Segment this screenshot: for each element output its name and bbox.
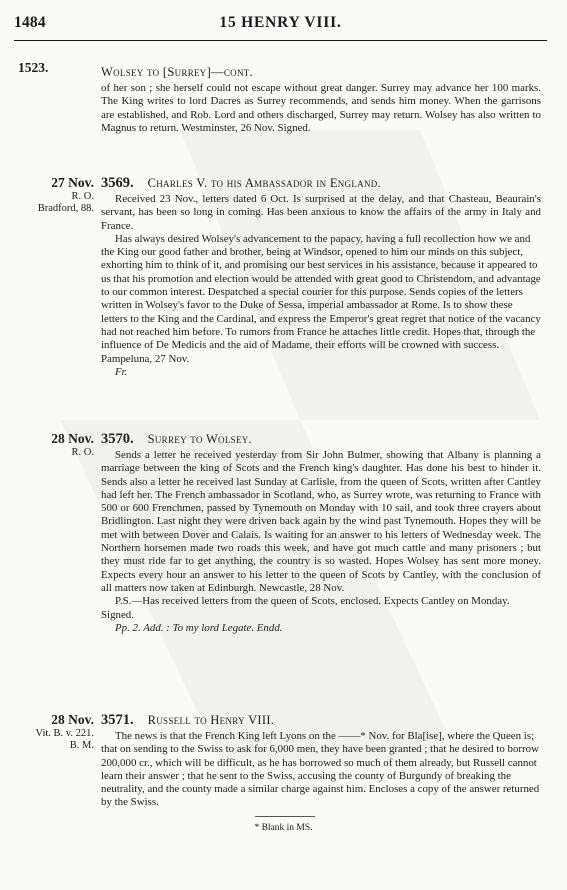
- margin-note-3569: 27 Nov. R. O. Bradford, 88.: [37, 175, 94, 214]
- entry-number: 3571.: [101, 712, 134, 728]
- margin-note-3570: 28 Nov. R. O.: [51, 431, 94, 458]
- entry-paragraph: P.S.—Has received letters from the queen of Scots, enclosed. Expects Cantley on Monday. Signed.: [101, 595, 510, 621]
- entry-heading: Wolsey to [Surrey]—cont.: [101, 65, 253, 79]
- entry-heading: [101, 431, 541, 447]
- entry-number: 3569.: [101, 175, 134, 191]
- header-rule: [14, 40, 547, 41]
- running-head: 15 HENRY VIII.: [219, 14, 342, 31]
- entry-3570: [101, 431, 541, 635]
- entry-paragraph: Sends a letter he received yesterday from Sir John Bulmer, showing that Albany is planning a marriage between the king of Scots and the French king's daughter. Has done his best to hinder it. Sends also a letter he received last Sunday at Carlisle, from the queen of Scots, written after Cantley had left her. The French ambassador in Scotland, who, as Surrey wrote, was returning to France with 500 or 600 Frenchmen, passed by Tynemouth on Monday with 10 sail, and took three crayers about Bridlington. Last night they were driven back again by the wind past Tynemouth. Hopes they will be met with between Dover and Calais. Is waiting for an answer to his letters of Wednesday week. The Northern horsemen made two roads this week, and have got much cattle and many prisoners ; but they must ride far to get anything, the country is so wasted. Hopes Wolsey has sent more money. Expects every hour an answer to his letter to the queen of Scots by Cantley, with the conclusion of all matters now taken at Edinburgh. Newcastle, 28 Nov.: [101, 449, 541, 594]
- entry-title: Russell to Henry VIII.: [147, 713, 275, 727]
- margin-note-3571: 28 Nov. Vit. B. v. 221. B. M.: [35, 712, 94, 751]
- page-number: 1484: [14, 14, 46, 31]
- entry-continuation: [101, 64, 541, 135]
- entry-paragraph: Has always desired Wolsey's advancement to the papacy, having a full recollection how we and the King our good father and brother, being at Windsor, opened to him our minds on this subject, exhorting him to think of it, and promising our best services in his assistance, because it appeared to us that his promotion and election would be attended with great good to Christendom, and advantage to our common interest. Despatched a special courier for this purpose. Sends copies of the letters written in Wolsey's favor to the Duke of Sessa, imperial ambassador at Rome. Is to show these letters to the King and the Cardinal, and express the Emperor's great regret that notice of the vacancy had not reached him before. To rumors from France he attaches little credit. Hopes that, through the influence of De Medicis and the aid of Madame, their efforts will be crowned with success. Pampeluna, 27 Nov.: [101, 232, 541, 365]
- year-label: 1523.: [18, 60, 49, 75]
- entry-title: Surrey to Wolsey.: [147, 432, 252, 446]
- footnote-rule: [255, 816, 315, 817]
- entry-heading: [101, 175, 541, 191]
- entry-paragraph: Received 23 Nov., letters dated 6 Oct. Is surprised at the delay, and that Chasteau, Beaurain's servant, has been so long in coming. Has been anxious to know the affairs of the army in Italy and France.: [101, 193, 541, 232]
- entry-note: Fr.: [115, 365, 128, 378]
- entry-heading: [101, 712, 541, 728]
- entry-paragraph: of her son ; she herself could not escape without great danger. Surrey may advance her 100 marks. The King writes to lord Dacres as Surrey recommends, and sends him money. When the garrisons are established, and Rob. Lord and others discharged, Surrey may return. Wolsey has also written to Magnus to return. Westminster, 26 Nov. Signed.: [101, 82, 541, 134]
- entry-note: Pp. 2. Add. : To my lord Legate. Endd.: [115, 621, 283, 634]
- entry-paragraph: The news is that the French King left Lyons on the ——* Nov. for Bla[ise], where the Queen is; that on sending to the Swiss to ask for 6,000 men, they have been granted ; that he desired to borrow 200,000 cr., which will be difficult, as he has borrowed so much of them already, but Russell cannot learn their answer ; that he sent to the Swiss, accusing the county of Burgundy of breaking the neutrality, and the county made a similar charge against him. Encloses a copy of the answer returned by the Swiss.: [101, 730, 540, 809]
- entry-3571: [101, 712, 541, 810]
- footnote: * Blank in MS.: [254, 823, 313, 833]
- entry-number: 3570.: [101, 431, 134, 447]
- entry-title: Charles V. to his Ambassador in England.: [147, 176, 381, 190]
- page-header: [14, 14, 547, 36]
- entry-3569: [101, 175, 541, 379]
